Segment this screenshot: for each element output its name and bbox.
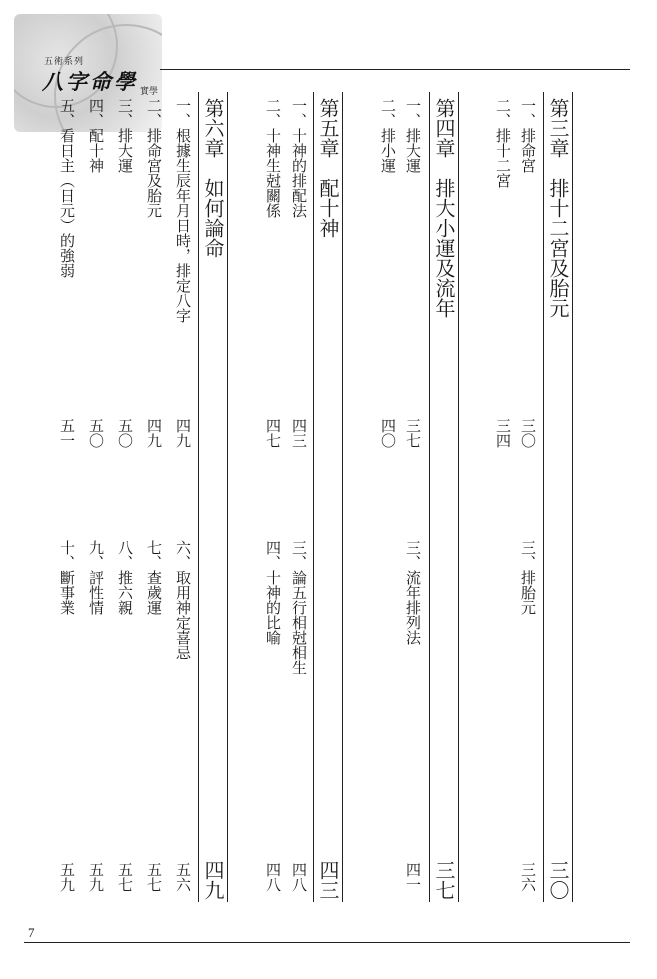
chapter-4-rule xyxy=(429,92,430,902)
book-title: 八字命學 xyxy=(42,69,138,94)
toc-item-page: 五七 xyxy=(116,862,134,892)
toc-item-page: 四三 xyxy=(290,418,308,448)
toc-item-label: 三、排大運 xyxy=(116,98,134,173)
chapter-6-page: 四九 xyxy=(201,860,225,900)
chapter-3-rule xyxy=(543,92,544,902)
toc-item-page: 四一 xyxy=(404,862,422,892)
footer-rule xyxy=(24,942,630,943)
page-number: 7 xyxy=(28,925,35,940)
toc-item-page: 五七 xyxy=(145,862,163,892)
chapter-5-page: 四三 xyxy=(316,860,340,900)
toc-item-label: 一、排命宮 xyxy=(519,98,537,173)
toc-item-label: 一、根據生辰年月日時，排定八字 xyxy=(174,98,192,323)
toc-item-page: 三四 xyxy=(494,418,512,448)
toc-item-label: 一、排大運 xyxy=(404,98,422,173)
toc-item-label: 三、論五行相尅相生 xyxy=(290,540,308,675)
toc-item-label: 二、十神生尅關係 xyxy=(264,98,282,218)
chapter-6-title: 第六章 如何論命 xyxy=(201,98,225,258)
chapter-5-rule xyxy=(313,92,314,902)
toc-item-label: 六、取用神定喜忌 xyxy=(174,540,192,660)
chapter-4-rule xyxy=(458,92,459,902)
toc-item-page: 五九 xyxy=(87,862,105,892)
toc-item-page: 五九 xyxy=(58,862,76,892)
toc-item-label: 七、查歲運 xyxy=(145,540,163,615)
toc-item-label: 五、看日主（日元）的強弱 xyxy=(58,98,76,278)
volume-label: 實學 xyxy=(140,87,159,97)
toc-item-label: 四、配十神 xyxy=(87,98,105,173)
toc-item-label: 四、十神的比喻 xyxy=(264,540,282,645)
toc-item-page: 五一 xyxy=(58,418,76,448)
toc-item-page: 三〇 xyxy=(519,418,537,448)
toc-item-page: 五〇 xyxy=(116,418,134,448)
toc-item-page: 四九 xyxy=(174,418,192,448)
header-rule xyxy=(160,69,630,70)
toc-item-label: 九、評性情 xyxy=(87,540,105,615)
chapter-6-rule xyxy=(227,92,228,902)
chapter-3-title: 第三章 排十二宮及胎元 xyxy=(546,98,570,318)
chapter-4-page: 三七 xyxy=(432,860,456,900)
chapter-5-rule xyxy=(342,92,343,902)
toc-item-label: 二、排十二宮 xyxy=(494,98,512,188)
chapter-6-rule xyxy=(198,92,199,902)
toc-item-page: 五〇 xyxy=(87,418,105,448)
toc-item-label: 八、推六親 xyxy=(116,540,134,615)
chapter-4-title: 第四章 排大小運及流年 xyxy=(432,98,456,318)
toc-item-label: 三、流年排列法 xyxy=(404,540,422,645)
toc-item-page: 五六 xyxy=(174,862,192,892)
toc-item-page: 三六 xyxy=(519,862,537,892)
series-label: 五術系列 xyxy=(44,57,85,67)
toc-item-label: 二、排命宮及胎元 xyxy=(145,98,163,218)
toc-item-label: 三、排胎元 xyxy=(519,540,537,615)
chapter-5-title: 第五章 配十神 xyxy=(316,98,340,238)
toc-item-label: 一、十神的排配法 xyxy=(290,98,308,218)
toc-item-page: 四七 xyxy=(264,418,282,448)
toc-item-page: 四八 xyxy=(264,862,282,892)
toc-item-label: 二、排小運 xyxy=(379,98,397,173)
toc-item-label: 十、斷事業 xyxy=(58,540,76,615)
toc-item-page: 四九 xyxy=(145,418,163,448)
toc-item-page: 三七 xyxy=(404,418,422,448)
chapter-3-rule xyxy=(572,92,573,902)
chapter-3-page: 三〇 xyxy=(546,860,570,900)
toc-item-page: 四八 xyxy=(290,862,308,892)
toc-item-page: 四〇 xyxy=(379,418,397,448)
